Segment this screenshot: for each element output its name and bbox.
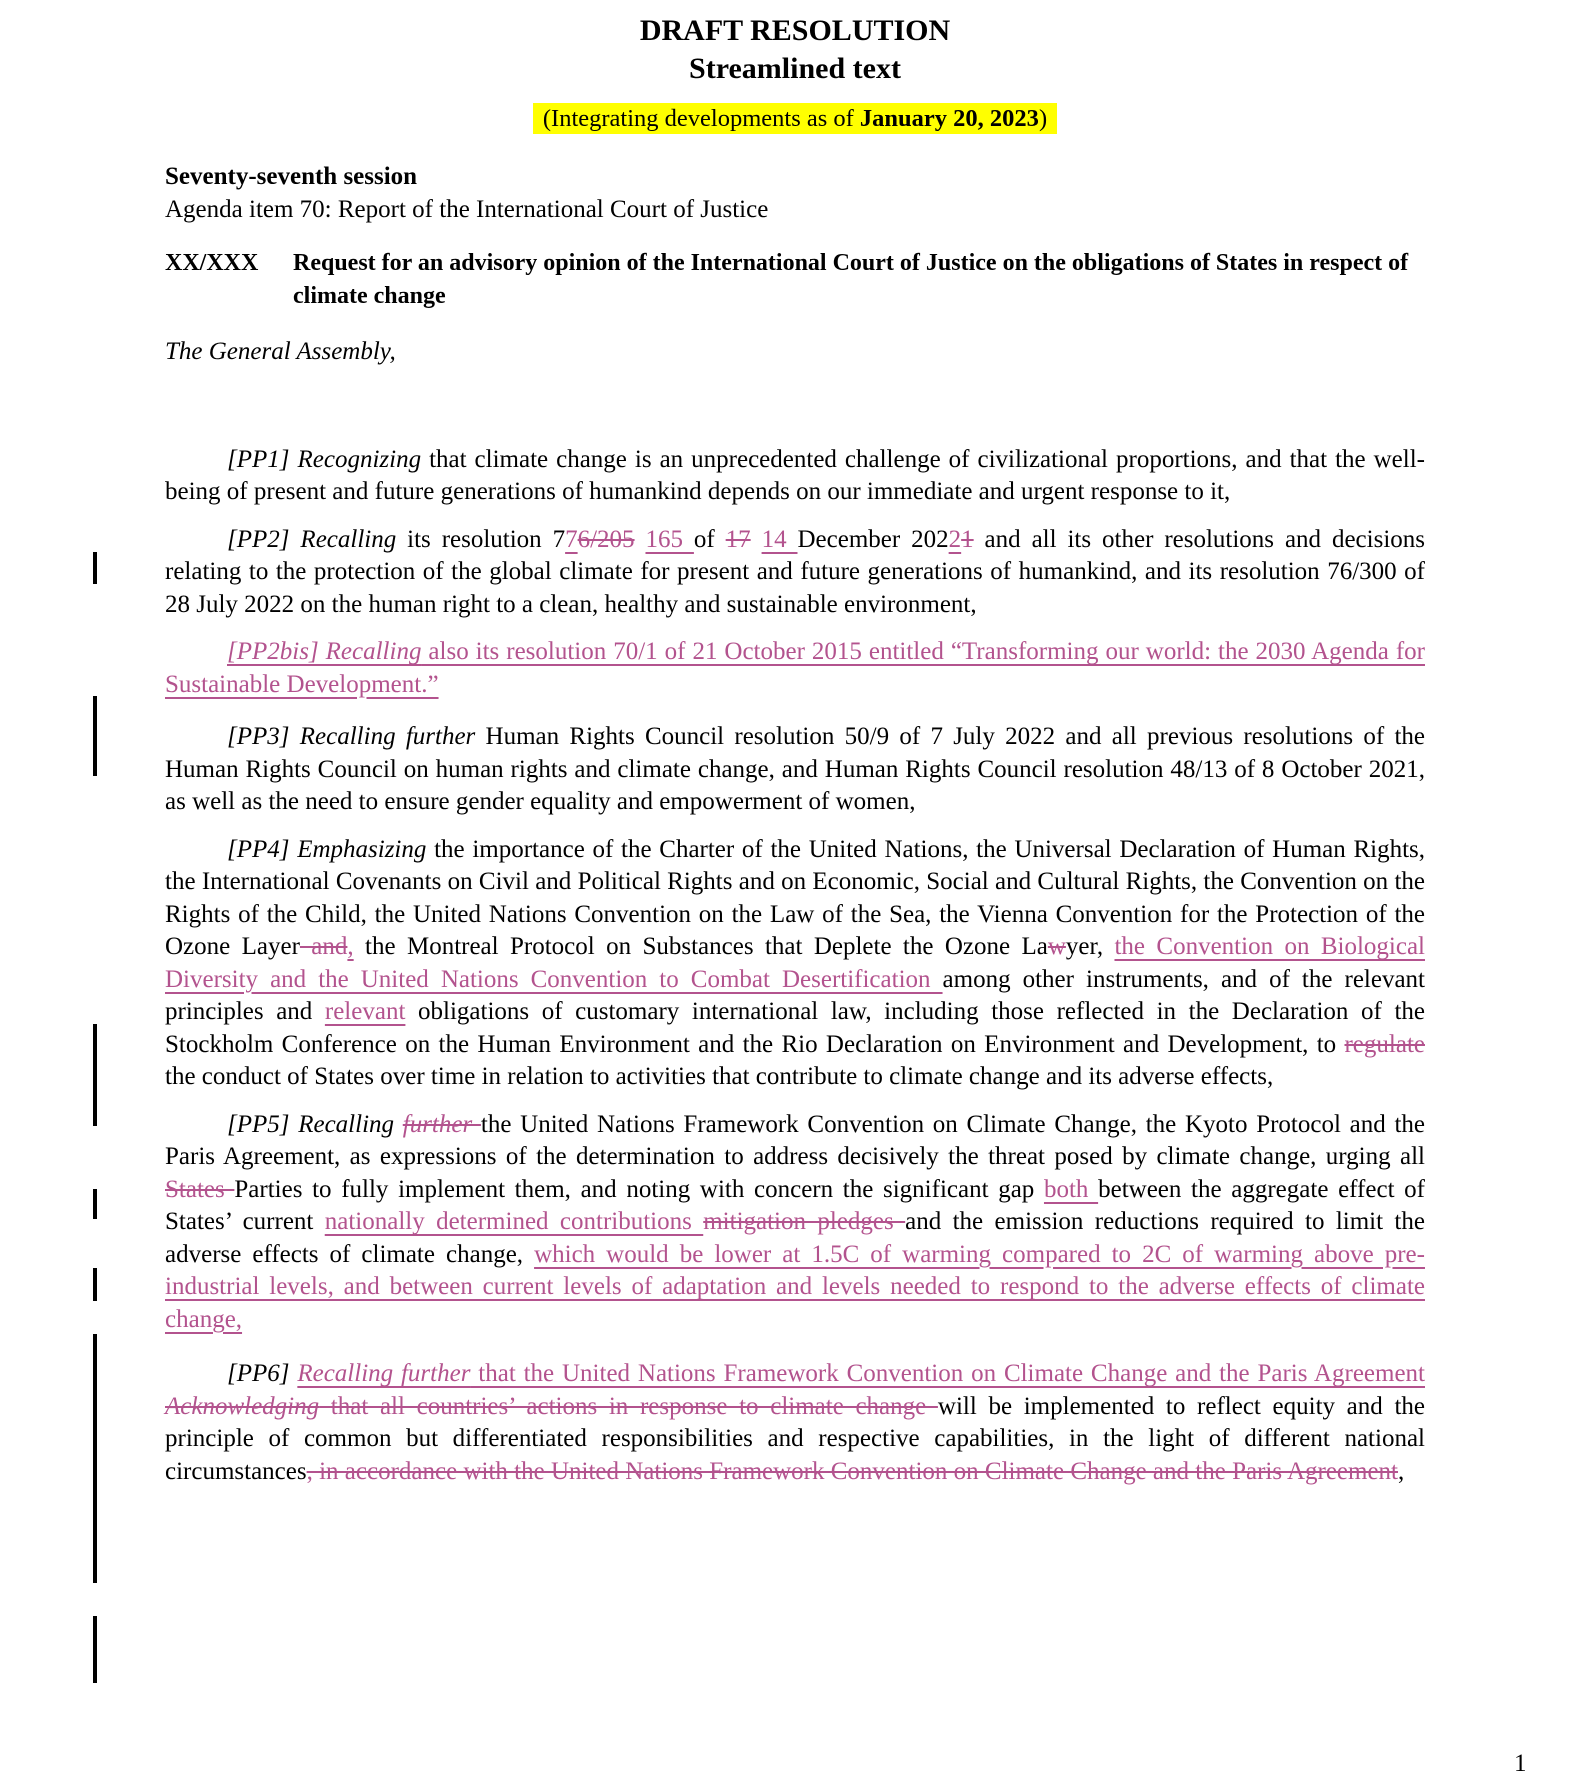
text-run-insert: 165 xyxy=(645,525,694,553)
text-run-italic: [PP6] xyxy=(227,1360,298,1387)
text-run-delete: mitigation pledges xyxy=(703,1208,906,1235)
paragraph-pp3 xyxy=(165,721,1425,819)
text-run-insert: nationally determined contributions xyxy=(324,1208,704,1235)
text-run-delete-italic: further xyxy=(402,1110,481,1138)
document-title: DRAFT RESOLUTION xyxy=(639,14,951,47)
text-run-italic: [PP5] Recalling xyxy=(227,1110,403,1138)
text-run-insert: which would be lower at 1.5C of warming compared to 2C of warming above pre-industrial levels, and between current levels of adaptation and levels needed to respond to the adverse effects of climate change, xyxy=(165,1240,1425,1333)
note-prefix: (Integrating developments as of xyxy=(542,105,860,132)
paragraph-pp5 xyxy=(165,1109,1425,1337)
text-run-insert: that the United Nations Framework Convention on Climate Change and the Paris Agreement xyxy=(470,1360,1425,1387)
paragraph-pp6 xyxy=(165,1358,1425,1488)
text-run-normal: Human Rights Council resolution 50/9 of 7 July 2022 and all previous resolutions of the Human Rights Council on human rights and climate change, and Human Rights Council resolution 48/13 of 8 October 2021, as well as the need to ensure gender equality and empowerment of women, xyxy=(165,723,1425,815)
resolution-title: Request for an advisory opinion of the International Court of Justice on the obligations of States in respect of climate change xyxy=(293,250,1409,309)
text-run-italic: [PP2] Recalling xyxy=(227,525,397,553)
text-run-insert: 7 xyxy=(565,525,578,553)
change-bar xyxy=(93,1189,97,1219)
text-run-delete-italic: Acknowledging xyxy=(165,1392,320,1420)
agenda-item: Agenda item 70: Report of the International Court of Justice xyxy=(165,195,769,223)
text-run-normal xyxy=(751,526,762,553)
text-run-normal: and all its other resolutions and decisions relating to the protection of the global climate for present and future generations of humankind, and its resolution 76/300 of 28 July 2022 on the human right to a clean, healthy and sustainable environment, xyxy=(165,525,1426,618)
resolution-number: XX/XXX xyxy=(165,250,259,276)
paragraph-pp2bis xyxy=(165,636,1425,701)
change-bar xyxy=(93,1334,97,1583)
page-number: 1 xyxy=(1514,1750,1527,1777)
text-run-normal: between the aggregate effect of States’ current xyxy=(165,1175,1426,1235)
text-run-normal: its resolution 7 xyxy=(396,525,566,553)
text-run-delete: 17 xyxy=(725,525,751,553)
text-run-insert: both xyxy=(1043,1175,1099,1203)
text-run-normal: yer, xyxy=(1065,933,1115,960)
paragraph-pp2 xyxy=(165,524,1425,622)
change-bar xyxy=(93,1616,97,1683)
text-run-normal: of xyxy=(693,525,726,553)
paragraph-pp4 xyxy=(165,834,1425,1094)
paragraph-pp1 xyxy=(165,444,1425,509)
text-run-normal xyxy=(635,526,646,553)
text-run-italic: [PP3] Recalling further xyxy=(227,723,476,750)
integration-note-line xyxy=(165,102,1425,135)
text-run-delete: regulate xyxy=(1344,1030,1425,1058)
opening-phrase: The General Assembly, xyxy=(165,338,396,365)
text-run-insert: relevant xyxy=(324,998,406,1025)
text-run-delete: and xyxy=(299,933,348,960)
text-run-insert: also its resolution 70/1 of 21 October 2015 entitled “Transforming our world: the 2030 Agenda for Sustainable Development.” xyxy=(165,638,1425,698)
text-run-normal: Parties to fully implement them, and noting with concern the significant gap xyxy=(234,1175,1044,1203)
note-suffix: ) xyxy=(1038,105,1048,132)
document-subtitle: Streamlined text xyxy=(689,52,901,85)
text-run-normal: December 202 xyxy=(797,525,949,553)
text-run-normal: and the emission reductions required to limit the adverse effects of climate change, xyxy=(165,1208,1425,1268)
text-run-delete: that all countries’ actions in response to climate change xyxy=(319,1392,938,1420)
text-run-insert-italic: Recalling further xyxy=(297,1360,471,1387)
document-content xyxy=(165,0,1425,1488)
text-run-normal: the importance of the Charter of the United Nations, the Universal Declaration of Human Rights, the International Covenants on Civil and Political Rights and on Economic, Social and Cultural Rights, the Convention on the Rights of the Child, the United Nations Convention on the Law of the Sea, the Vienna Convention for the Protection of the Ozone Layer xyxy=(165,835,1425,960)
text-run-normal: among other instruments, and of the relevant principles and xyxy=(165,965,1425,1025)
text-run-normal: the United Nations Framework Convention on Climate Change, the Kyoto Protocol and the Paris Agreement, as expressions of the determination to address decisively the threat posed by climate change, urging all xyxy=(165,1110,1425,1170)
session-title: Seventy-seventh session xyxy=(165,163,418,190)
text-run-delete: 1 xyxy=(961,525,974,553)
note-date: January 20, 2023 xyxy=(859,105,1039,132)
change-bar xyxy=(93,1268,97,1301)
text-run-normal: obligations of customary international law, including those reflected in the Declaration of the Stockholm Conference on the Human Environment and the Rio Declaration on Environment and Development, to xyxy=(165,998,1425,1058)
text-run-insert: the Convention on Biological Diversity and the United Nations Convention to Combat Desertification xyxy=(165,933,1425,993)
text-run-italic: [PP4] Emphasizing xyxy=(227,835,427,863)
text-run-normal: the conduct of States over time in relation to activities that contribute to climate change and its adverse effects, xyxy=(165,1063,1274,1090)
change-bar xyxy=(93,1024,97,1126)
text-run-delete: , in accordance with the United Nations Framework Convention on Climate Change and the Paris Agreement xyxy=(306,1457,1399,1485)
change-bar xyxy=(93,696,97,776)
text-run-insert: 2 xyxy=(948,525,962,553)
resolution-heading xyxy=(165,247,1425,312)
text-run-delete: States xyxy=(165,1175,235,1203)
text-run-delete: 6/205 xyxy=(577,525,635,553)
highlighted-note xyxy=(533,103,1057,134)
text-run-insert: , xyxy=(347,933,354,960)
text-run-normal: that climate change is an unprecedented challenge of civilizational proportions, and that the well-being of present and future generations of humankind depends on our immediate and urgent response to it, xyxy=(165,445,1425,505)
text-run-normal: , xyxy=(1398,1457,1405,1485)
text-run-insert-italic: [PP2bis] Recalling xyxy=(227,638,422,665)
text-run-insert: 14 xyxy=(761,525,798,553)
text-run-normal: will be implemented to reflect equity and the principle of common but differentiated responsibilities and respective capabilities, in the light of different national circumstances xyxy=(165,1392,1425,1485)
change-bar xyxy=(93,552,97,584)
text-run-normal: the Montreal Protocol on Substances that Deplete the Ozone La xyxy=(353,933,1048,960)
text-run-delete: w xyxy=(1047,933,1066,960)
text-run-italic: [PP1] Recognizing xyxy=(227,445,422,473)
paragraph-list xyxy=(165,444,1425,1489)
